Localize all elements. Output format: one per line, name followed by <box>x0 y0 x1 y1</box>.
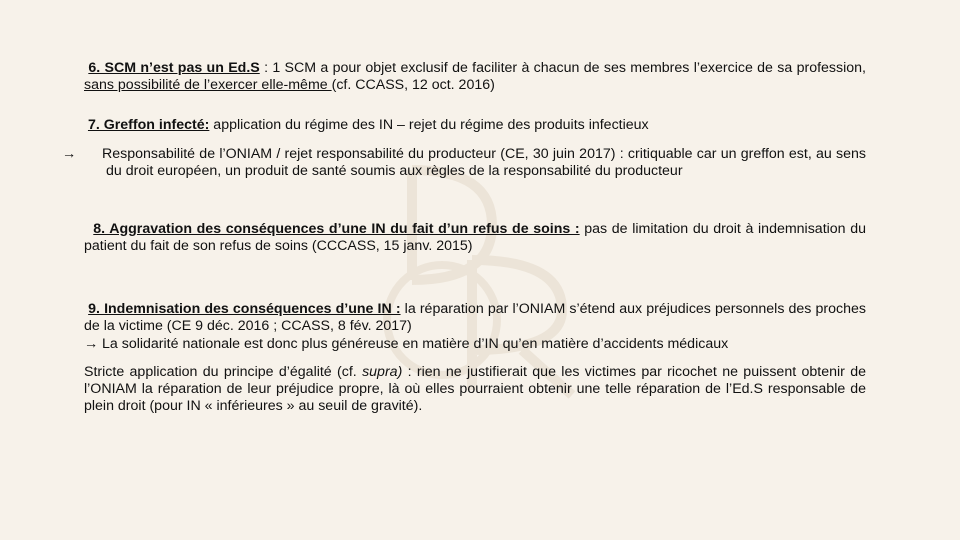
section-6-heading: 6. SCM n’est pas un Ed.S <box>88 60 260 76</box>
section-9-arrow-point <box>84 336 866 353</box>
section-9-heading: 9. Indemnisation des conséquences d’une IN : <box>88 301 401 317</box>
section-8-text: pas de limitation du droit à indemnisation du patient du fait de son refus de soins (CCCASS, 15 janv. 2015) <box>84 221 866 254</box>
section-7-arrow-point <box>62 146 866 180</box>
arrow-right-icon: → <box>84 336 99 352</box>
conclusion-italic: supra) <box>362 364 403 380</box>
slide-content <box>62 60 866 415</box>
section-6-separator: : <box>259 60 273 76</box>
section-6-text: 1 SCM a pour objet exclusif de faciliter à chacun de ses membres l’exercice de sa profession, <box>272 60 866 76</box>
section-7-heading: 7. Greffon infecté: <box>87 117 210 133</box>
section-9 <box>84 301 866 335</box>
section-9-arrow-text: La solidarité nationale est donc plus généreuse en matière d’IN qu’en matière d’accidents médicaux <box>102 336 729 352</box>
conclusion <box>84 364 866 415</box>
conclusion-text-2: : rien ne justifierait que les victimes par ricochet ne puissent obtenir de l’ONIAM la réparation de leur préjudice propre, là où elles pourraient obtenir une telle réparation de l’Ed.S responsable de plein droit (pour IN « inférieures » au seuil de gravité). <box>84 364 866 414</box>
section-7-text: application du régime des IN – rejet du régime des produits infectieux <box>209 117 649 133</box>
section-7-arrow-text: Responsabilité de l’ONIAM / rejet responsabilité du producteur (CE, 30 juin 2017) : critiquable car un greffon est, au sens du droit européen, un produit de santé soumis aux règles de la responsabilité du producteur <box>102 146 866 179</box>
section-7 <box>84 117 866 134</box>
section-8-heading: 8. Aggravation des conséquences d’une IN du fait d’un refus de soins : <box>93 221 580 237</box>
arrow-right-icon: → <box>62 146 77 162</box>
section-8 <box>84 221 866 255</box>
section-6-underlined: sans possibilité de l’exercer elle-même <box>84 77 332 93</box>
section-6 <box>84 60 866 94</box>
section-9-text: la réparation par l’ONIAM s’étend aux préjudices personnels des proches de la victime (CE 9 déc. 2016 ; CCASS, 8 fév. 2017) <box>84 301 866 334</box>
conclusion-text-1: Stricte application du principe d’égalité (cf. <box>84 364 363 380</box>
section-6-citation: (cf. CCASS, 12 oct. 2016) <box>331 77 495 93</box>
